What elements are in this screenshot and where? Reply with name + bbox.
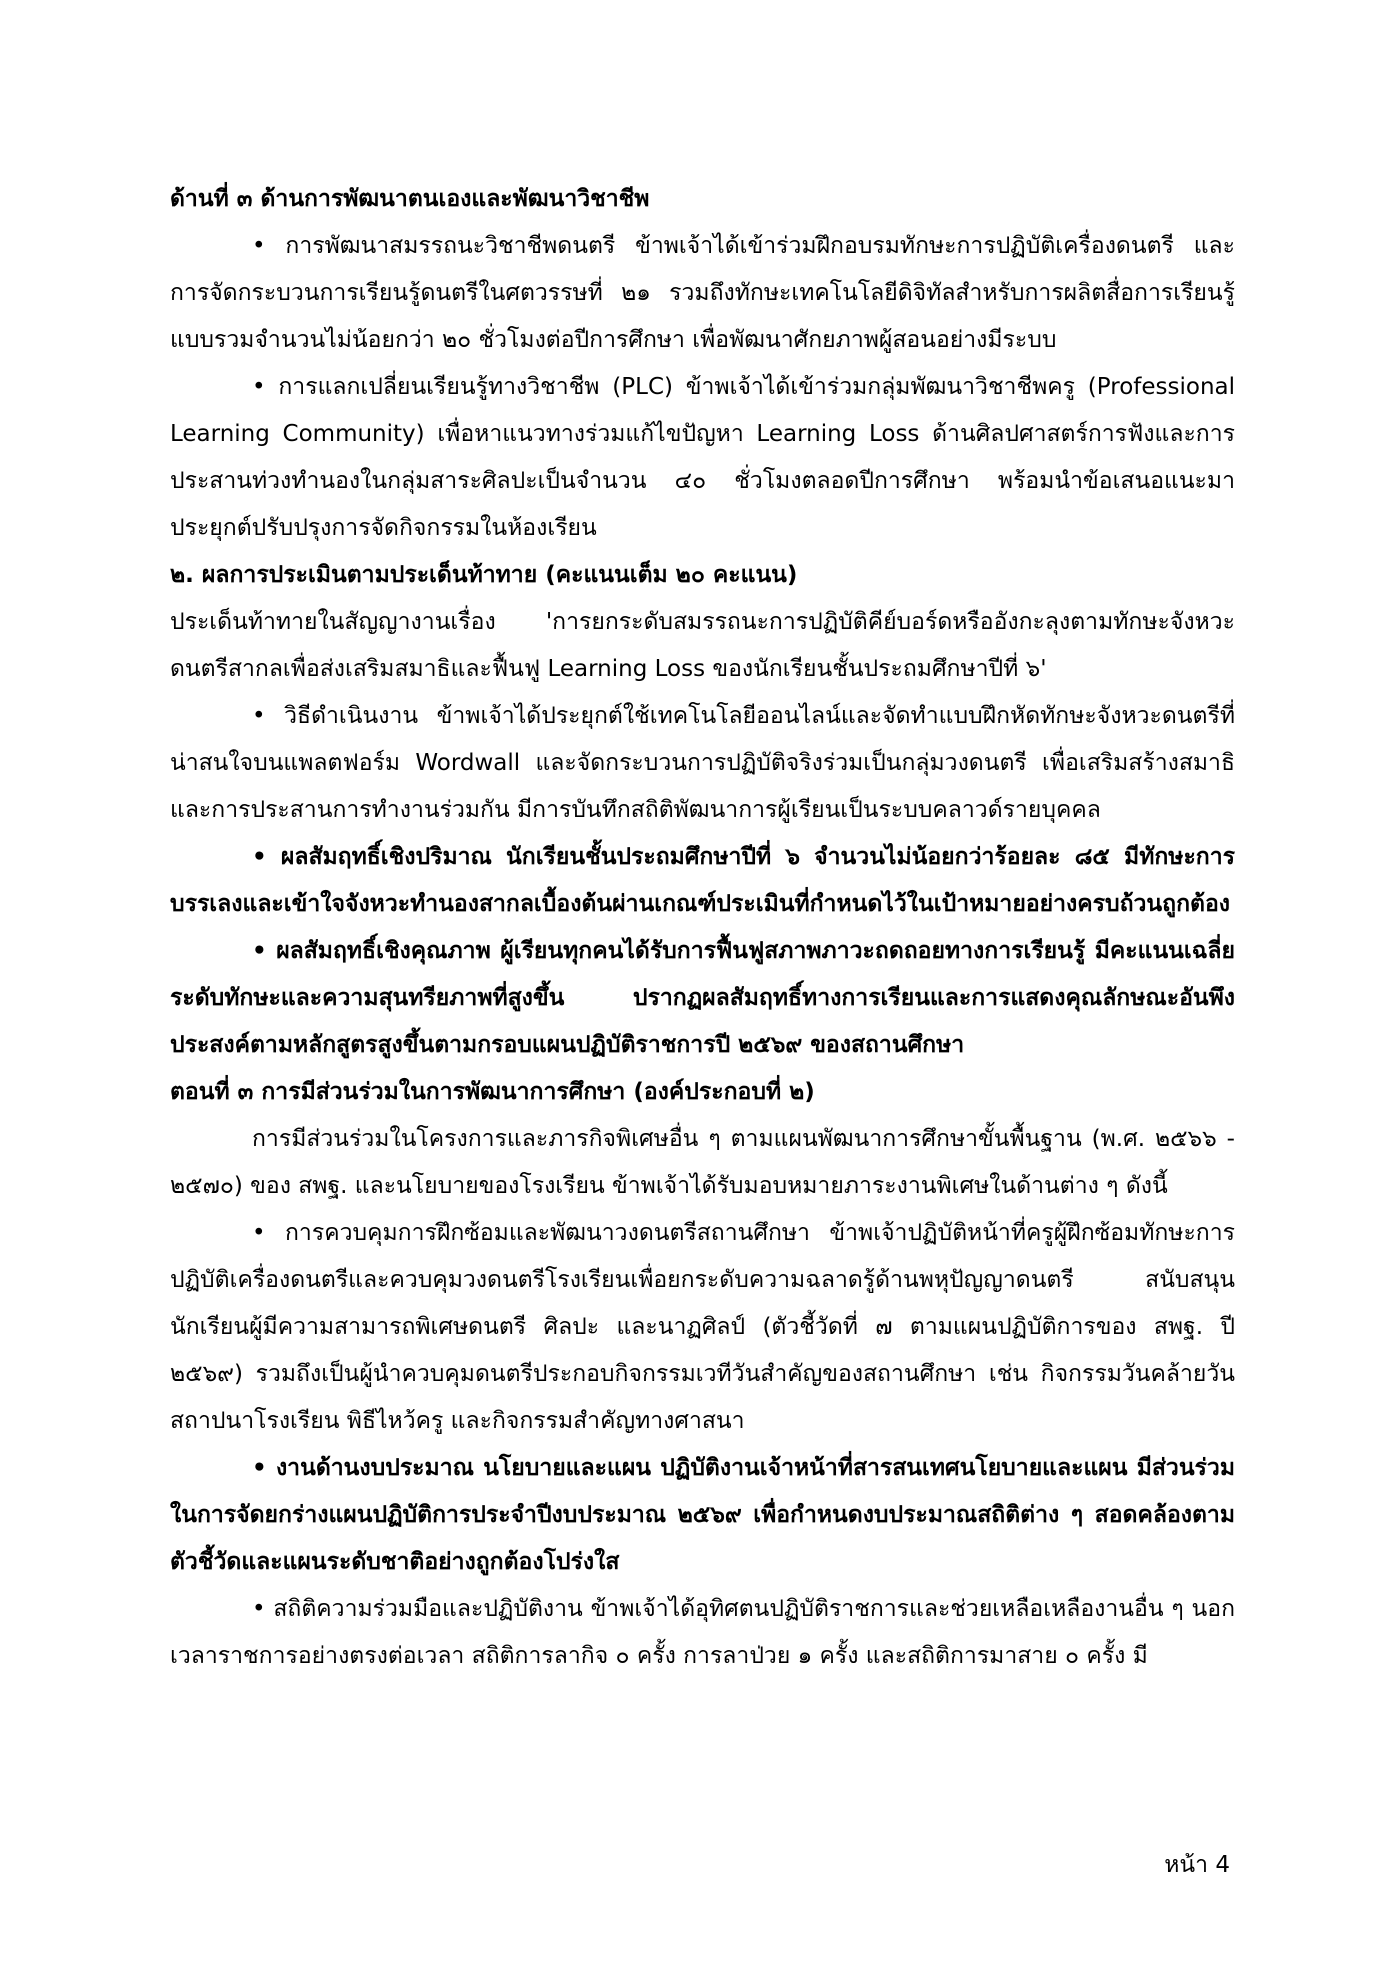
bullet-band-training: • การควบคุมการฝึกซ้อมและพัฒนาวงดนตรีสถานศึกษา ข้าพเจ้าปฏิบัติหน้าที่ครูผู้ฝึกซ้อมทักษะการปฏิบัติเครื่องดนตรีและควบคุมวงดนตรีโรงเรียนเพื่อยกระดับความฉลาดรู้ด้านพหุปัญญาดนตรี สนับสนุนนักเรียนผู้มีความสามารถพิเศษดนตรี ศิลปะ และนาฏศิลป์ (ตัวชี้วัดที่ ๗ ตามแผนปฏิบัติการของ สพฐ. ปี ๒๕๖๙) รวมถึงเป็นผู้นำควบคุมดนตรีประกอบกิจกรรมเวทีวันสำคัญของสถานศึกษา เช่น กิจกรรมวันคล้ายวันสถาปนาโรงเรียน พิธีไหว้ครู และกิจกรรมสำคัญทางศาสนา [170,1220,1235,1434]
section-heading-self-development: ด้านที่ ๓ ด้านการพัฒนาตนเองและพัฒนาวิชาชีพ [170,186,650,212]
section-heading-participation: ตอนที่ ๓ การมีส่วนร่วมในการพัฒนาการศึกษา (องค์ประกอบที่ ๒) [170,1079,815,1105]
bullet-attendance-statistics: • สถิติความร่วมมือและปฏิบัติงาน ข้าพเจ้าได้อุทิศตนปฏิบัติราชการและช่วยเหลือเหลืองานอื่น ๆ นอกเวลาราชการอย่างตรงต่อเวลา สถิติการลากิจ ๐ ครั้ง การลาป่วย ๑ ครั้ง และสถิติการมาสาย ๐ ครั้ง มี [170,1596,1235,1669]
bullet-qualitative-outcome: • ผลสัมฤทธิ์เชิงคุณภาพ ผู้เรียนทุกคนได้รับการฟื้นฟูสภาพภาวะถดถอยทางการเรียนรู้ มีคะแนนเฉลี่ยระดับทักษะและความสุนทรียภาพที่สูงขึ้น ปรากฏผลสัมฤทธิ์ทางการเรียนและการแสดงคุณลักษณะอันพึงประสงค์ตามหลักสูตรสูงขึ้นตามกรอบแผนปฏิบัติราชการปี ๒๕๖๙ ของสถานศึกษา [170,938,1235,1058]
page-number: หน้า 4 [1164,1852,1230,1878]
bullet-budget-policy: • งานด้านงบประมาณ นโยบายและแผน ปฏิบัติงานเจ้าหน้าที่สารสนเทศนโยบายและแผน มีส่วนร่วมในการจัดยกร่างแผนปฏิบัติการประจำปีงบประมาณ ๒๕๖๙ เพื่อกำหนดงบประมาณสถิติต่าง ๆ สอดคล้องตามตัวชี้วัดและแผนระดับชาติอย่างถูกต้องโปร่งใส [170,1455,1235,1575]
bullet-plc: • การแลกเปลี่ยนเรียนรู้ทางวิชาชีพ (PLC) ข้าพเจ้าได้เข้าร่วมกลุ่มพัฒนาวิชาชีพครู (Professional Learning Community) เพื่อหาแนวทางร่วมแก้ไขปัญหา Learning Loss ด้านศิลปศาสตร์การฟังและการประสานท่วงทำนองในกลุ่มสาระศิลปะเป็นจำนวน ๔๐ ชั่วโมงตลอดปีการศึกษา พร้อมนำข้อเสนอแนะมาประยุกต์ปรับปรุงการจัดกิจกรรมในห้องเรียน [170,374,1235,541]
bullet-method: • วิธีดำเนินงาน ข้าพเจ้าได้ประยุกต์ใช้เทคโนโลยีออนไลน์และจัดทำแบบฝึกหัดทักษะจังหวะดนตรีที่น่าสนใจบนแพลตฟอร์ม Wordwall และจัดกระบวนการปฏิบัติจริงร่วมเป็นกลุ่มวงดนตรี เพื่อเสริมสร้างสมาธิและการประสานการทำงานร่วมกัน มีการบันทึกสถิติพัฒนาการผู้เรียนเป็นระบบคลาวด์รายบุคคล [170,703,1235,823]
section-heading-challenge-evaluation: ๒. ผลการประเมินตามประเด็นท้าทาย (คะแนนเต็ม ๒๐ คะแนน) [170,562,798,588]
participation-intro-paragraph: การมีส่วนร่วมในโครงการและภารกิจพิเศษอื่น ๆ ตามแผนพัฒนาการศึกษาขั้นพื้นฐาน (พ.ศ. ๒๕๖๖ - ๒๕๗๐) ของ สพฐ. และนโยบายของโรงเรียน ข้าพเจ้าได้รับมอบหมายภาระงานพิเศษในด้านต่าง ๆ ดังนี้ [170,1126,1235,1199]
bullet-quantitative-outcome: • ผลสัมฤทธิ์เชิงปริมาณ นักเรียนชั้นประถมศึกษาปีที่ ๖ จำนวนไม่น้อยกว่าร้อยละ ๘๕ มีทักษะการบรรเลงและเข้าใจจังหวะทำนองสากลเบื้องต้นผ่านเกณฑ์ประเมินที่กำหนดไว้ในเป้าหมายอย่างครบถ้วนถูกต้อง [170,844,1235,917]
document-body [170,176,1235,1680]
bullet-music-competency: • การพัฒนาสมรรถนะวิชาชีพดนตรี ข้าพเจ้าได้เข้าร่วมฝึกอบรมทักษะการปฏิบัติเครื่องดนตรี และการจัดกระบวนการเรียนรู้ดนตรีในศตวรรษที่ ๒๑ รวมถึงทักษะเทคโนโลยีดิจิทัลสำหรับการผลิตสื่อการเรียนรู้ แบบรวมจำนวนไม่น้อยกว่า ๒๐ ชั่วโมงต่อปีการศึกษา เพื่อพัฒนาศักยภาพผู้สอนอย่างมีระบบ [170,233,1235,353]
challenge-topic-paragraph: ประเด็นท้าทายในสัญญางานเรื่อง 'การยกระดับสมรรถนะการปฏิบัติคีย์บอร์ดหรืออังกะลุงตามทักษะจังหวะดนตรีสากลเพื่อส่งเสริมสมาธิและฟื้นฟู Learning Loss ของนักเรียนชั้นประถมศึกษาปีที่ ๖' [170,609,1235,682]
